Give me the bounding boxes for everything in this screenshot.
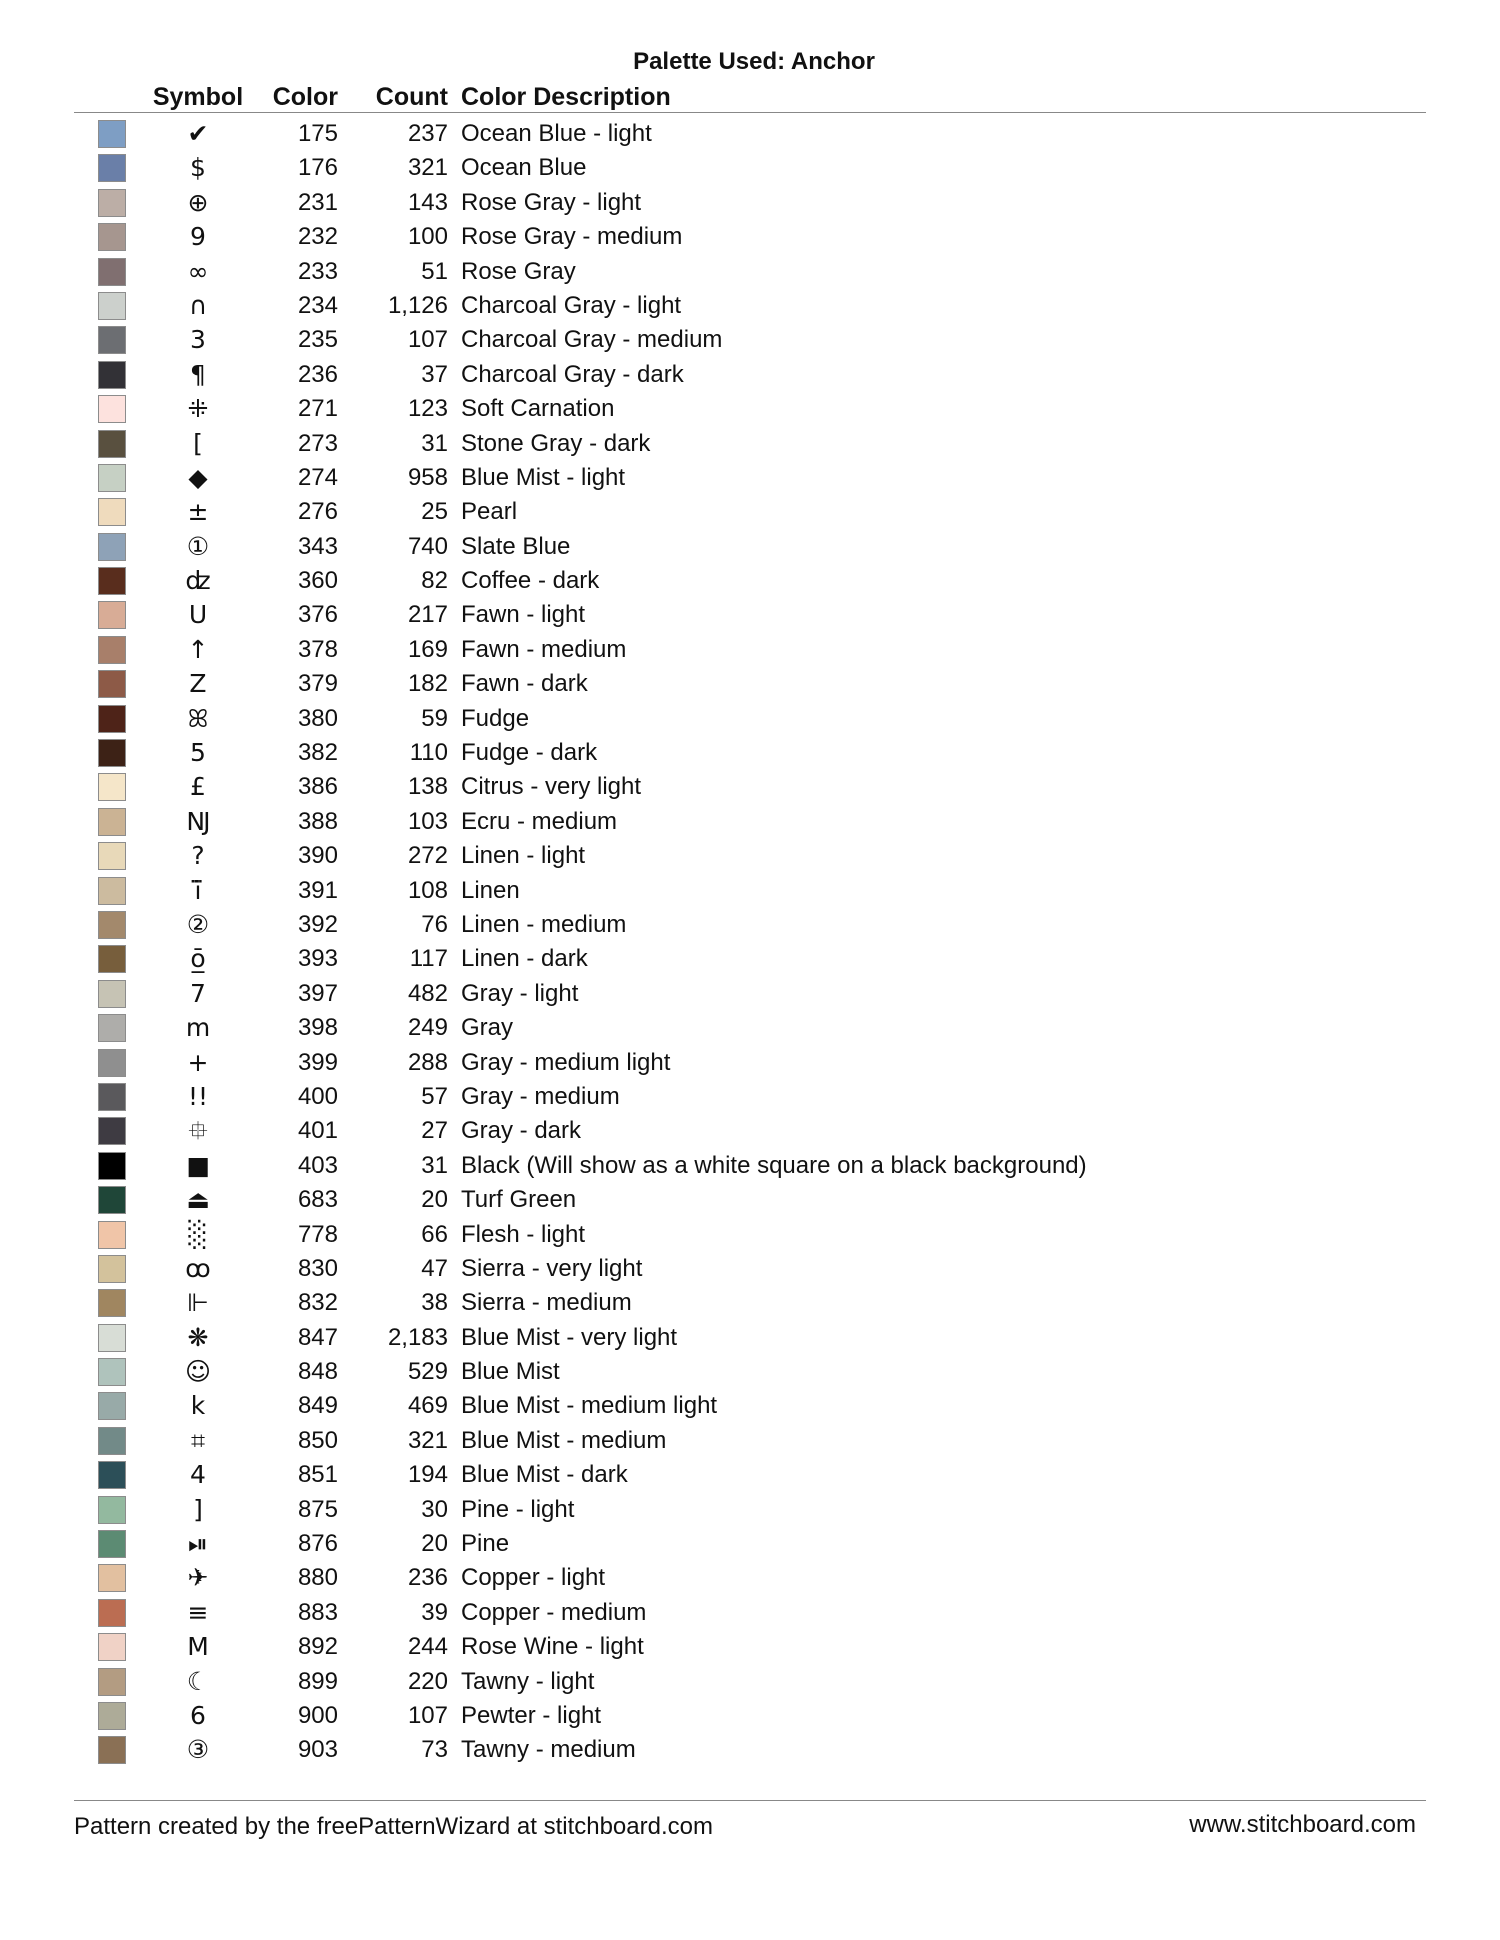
description-cell: Blue Mist - dark — [461, 1461, 628, 1489]
description-cell: Charcoal Gray - medium — [461, 326, 723, 354]
footer-divider — [74, 1800, 1426, 1801]
count-cell: 73 — [421, 1736, 448, 1764]
count-cell: 249 — [407, 1014, 448, 1042]
color-number-cell: 903 — [297, 1736, 338, 1764]
table-row — [0, 598, 1500, 632]
color-number-cell: 236 — [297, 360, 338, 388]
description-cell: Rose Gray - medium — [461, 223, 683, 251]
count-cell: 244 — [407, 1633, 448, 1661]
description-cell: Flesh - light — [461, 1220, 586, 1248]
symbol-cell: ⊩ — [187, 1288, 209, 1318]
description-cell: Coffee - dark — [461, 567, 600, 595]
description-cell: Rose Gray - light — [461, 188, 642, 216]
color-number-cell: 883 — [297, 1598, 338, 1626]
color-number-cell: 403 — [297, 1151, 338, 1179]
color-swatch — [98, 980, 126, 1008]
palette-table — [0, 117, 1500, 1768]
color-swatch — [98, 636, 126, 664]
count-cell: 194 — [407, 1461, 448, 1489]
description-cell: Ocean Blue — [461, 154, 587, 182]
count-cell: 66 — [421, 1220, 448, 1248]
symbol-cell: ✈ — [187, 1563, 209, 1593]
color-swatch — [98, 773, 126, 801]
table-row — [0, 1699, 1500, 1733]
symbol-cell: [ — [193, 428, 203, 458]
table-row — [0, 1114, 1500, 1148]
table-row — [0, 1561, 1500, 1595]
table-row — [0, 839, 1500, 873]
description-cell: Citrus - very light — [461, 773, 642, 801]
symbol-cell: ❋ — [187, 1322, 209, 1352]
count-cell: 38 — [421, 1289, 448, 1317]
symbol-cell: ʣ — [185, 566, 211, 596]
description-cell: Gray — [461, 1014, 514, 1042]
color-number-cell: 392 — [297, 910, 338, 938]
table-row — [0, 805, 1500, 839]
table-row — [0, 392, 1500, 426]
table-row — [0, 255, 1500, 289]
color-number-cell: 378 — [297, 635, 338, 663]
count-cell: 27 — [421, 1117, 448, 1145]
description-cell: Tawny - light — [461, 1667, 595, 1695]
color-number-cell: 343 — [297, 532, 338, 560]
description-cell: Pine - light — [461, 1495, 575, 1523]
symbol-cell: $ — [190, 153, 206, 183]
description-cell: Linen - light — [461, 842, 586, 870]
description-cell: Sierra - medium — [461, 1289, 632, 1317]
symbol-cell: 7 — [190, 978, 206, 1008]
symbol-cell: £ — [190, 772, 206, 802]
color-number-cell: 234 — [297, 291, 338, 319]
table-row — [0, 289, 1500, 323]
header-count: Count — [375, 83, 448, 111]
color-swatch — [98, 326, 126, 354]
color-number-cell: 399 — [297, 1048, 338, 1076]
table-row — [0, 117, 1500, 151]
color-swatch — [98, 877, 126, 905]
table-row — [0, 530, 1500, 564]
table-row — [0, 1527, 1500, 1561]
table-row — [0, 977, 1500, 1011]
table-row — [0, 874, 1500, 908]
table-row — [0, 495, 1500, 529]
color-swatch — [98, 1324, 126, 1352]
table-row — [0, 770, 1500, 804]
count-cell: 103 — [407, 807, 448, 835]
description-cell: Turf Green — [461, 1186, 577, 1214]
table-row — [0, 427, 1500, 461]
count-cell: 47 — [421, 1254, 448, 1282]
description-cell: Pewter - light — [461, 1701, 602, 1729]
description-cell: Stone Gray - dark — [461, 429, 651, 457]
description-cell: Pine — [461, 1530, 510, 1558]
description-cell: Copper - light — [461, 1564, 606, 1592]
color-number-cell: 271 — [297, 395, 338, 423]
table-row — [0, 1321, 1500, 1355]
description-cell: Blue Mist - medium — [461, 1426, 667, 1454]
table-row — [0, 1424, 1500, 1458]
table-row — [0, 1389, 1500, 1423]
color-number-cell: 849 — [297, 1392, 338, 1420]
header-symbol: Symbol — [152, 83, 244, 111]
count-cell: 117 — [409, 945, 448, 973]
color-number-cell: 388 — [297, 807, 338, 835]
symbol-cell: 4 — [190, 1460, 206, 1490]
symbol-cell: ⁜ — [187, 394, 209, 424]
table-row — [0, 461, 1500, 495]
count-cell: 217 — [407, 601, 448, 629]
description-cell: Gray - dark — [461, 1117, 582, 1145]
color-number-cell: 899 — [297, 1667, 338, 1695]
table-row — [0, 1286, 1500, 1320]
color-swatch — [98, 120, 126, 148]
description-cell: Soft Carnation — [461, 395, 615, 423]
header-description: Color Description — [461, 83, 671, 111]
count-cell: 51 — [421, 257, 448, 285]
color-swatch — [98, 292, 126, 320]
count-cell: 236 — [407, 1564, 448, 1592]
symbol-cell: ■ — [186, 1150, 210, 1180]
description-cell: Charcoal Gray - dark — [461, 360, 684, 388]
symbol-cell: ⏏ — [186, 1185, 210, 1215]
color-swatch — [98, 1049, 126, 1077]
color-swatch — [98, 1014, 126, 1042]
description-cell: Blue Mist - medium light — [461, 1392, 718, 1420]
description-cell: Linen - medium — [461, 910, 627, 938]
symbol-cell: ∞ — [187, 256, 209, 286]
color-swatch — [98, 1702, 126, 1730]
color-swatch — [98, 1358, 126, 1386]
table-row — [0, 1493, 1500, 1527]
symbol-cell: 9 — [190, 222, 206, 252]
count-cell: 39 — [421, 1598, 448, 1626]
color-number-cell: 232 — [297, 223, 338, 251]
page-title: Palette Used: Anchor — [633, 48, 875, 75]
count-cell: 169 — [407, 635, 448, 663]
count-cell: 107 — [407, 326, 448, 354]
symbol-cell: k — [190, 1391, 206, 1421]
table-row — [0, 667, 1500, 701]
table-row — [0, 702, 1500, 736]
symbol-cell: ± — [187, 497, 209, 527]
description-cell: Gray - medium — [461, 1082, 620, 1110]
count-cell: 740 — [407, 532, 448, 560]
color-number-cell: 778 — [297, 1220, 338, 1248]
count-cell: 110 — [409, 739, 448, 767]
color-number-cell: 376 — [297, 601, 338, 629]
color-swatch — [98, 223, 126, 251]
color-number-cell: 400 — [297, 1082, 338, 1110]
count-cell: 321 — [407, 154, 448, 182]
symbol-cell: ✔ — [187, 119, 209, 148]
color-swatch — [98, 1289, 126, 1317]
color-number-cell: 274 — [297, 463, 338, 491]
color-number-cell: 386 — [297, 773, 338, 801]
description-cell: Charcoal Gray - light — [461, 291, 682, 319]
color-swatch — [98, 1152, 126, 1180]
color-swatch — [98, 1599, 126, 1627]
symbol-cell: Z — [189, 669, 207, 699]
table-row — [0, 1046, 1500, 1080]
description-cell: Rose Wine - light — [461, 1633, 644, 1661]
table-row — [0, 1218, 1500, 1252]
table-row — [0, 1252, 1500, 1286]
color-swatch — [98, 945, 126, 973]
symbol-cell: ⌗ — [190, 1425, 206, 1455]
description-cell: Ocean Blue - light — [461, 120, 652, 147]
color-swatch — [98, 1564, 126, 1592]
description-cell: Blue Mist — [461, 1358, 560, 1386]
color-number-cell: 233 — [297, 257, 338, 285]
footer-website: www.stitchboard.com — [1189, 1811, 1416, 1838]
color-swatch — [98, 1461, 126, 1489]
color-swatch — [98, 430, 126, 458]
count-cell: 57 — [421, 1082, 448, 1110]
count-cell: 482 — [407, 979, 448, 1007]
description-cell: Fudge — [461, 704, 530, 732]
table-row — [0, 908, 1500, 942]
color-number-cell: 379 — [297, 670, 338, 698]
symbol-cell: !! — [187, 1081, 209, 1111]
table-row — [0, 1665, 1500, 1699]
color-number-cell: 360 — [297, 567, 338, 595]
color-number-cell: 401 — [297, 1117, 338, 1145]
color-number-cell: 851 — [297, 1461, 338, 1489]
symbol-cell: ◆ — [188, 462, 208, 492]
color-swatch — [98, 498, 126, 526]
color-number-cell: 273 — [297, 429, 338, 457]
count-cell: 100 — [407, 223, 448, 251]
count-cell: 108 — [407, 876, 448, 904]
count-cell: 321 — [407, 1426, 448, 1454]
color-number-cell: 393 — [297, 945, 338, 973]
color-number-cell: 830 — [297, 1254, 338, 1282]
symbol-cell: ░ — [188, 1219, 208, 1249]
color-number-cell: 892 — [297, 1633, 338, 1661]
color-number-cell: 683 — [297, 1186, 338, 1214]
count-cell: 2,183 — [387, 1323, 448, 1351]
header-color: Color — [272, 83, 338, 111]
table-row — [0, 633, 1500, 667]
count-cell: 469 — [407, 1392, 448, 1420]
color-swatch — [98, 1427, 126, 1455]
color-swatch — [98, 1117, 126, 1145]
color-swatch — [98, 670, 126, 698]
symbol-cell: + — [187, 1047, 209, 1077]
color-number-cell: 235 — [297, 326, 338, 354]
table-row — [0, 358, 1500, 392]
table-row — [0, 220, 1500, 254]
color-swatch — [98, 808, 126, 836]
color-number-cell: 397 — [297, 979, 338, 1007]
description-cell: Fudge - dark — [461, 739, 598, 767]
symbol-cell: ¶ — [190, 359, 206, 389]
count-cell: 37 — [421, 360, 448, 388]
count-cell: 20 — [421, 1186, 448, 1214]
count-cell: 958 — [407, 463, 448, 491]
description-cell: Linen — [461, 876, 520, 904]
color-number-cell: 875 — [297, 1495, 338, 1523]
color-swatch — [98, 464, 126, 492]
description-cell: Blue Mist - light — [461, 463, 626, 491]
color-swatch — [98, 258, 126, 286]
description-cell: Linen - dark — [461, 945, 588, 973]
description-cell: Ecru - medium — [461, 807, 618, 835]
color-number-cell: 848 — [297, 1358, 338, 1386]
color-number-cell: 175 — [297, 120, 338, 147]
count-cell: 31 — [421, 1151, 448, 1179]
count-cell: 182 — [407, 670, 448, 698]
color-swatch — [98, 1392, 126, 1420]
color-number-cell: 847 — [297, 1323, 338, 1351]
description-cell: Fawn - dark — [461, 670, 588, 698]
color-number-cell: 832 — [297, 1289, 338, 1317]
color-swatch — [98, 911, 126, 939]
symbol-cell: ③ — [186, 1735, 210, 1765]
color-swatch — [98, 1186, 126, 1214]
symbol-cell: ꚙ — [185, 1253, 211, 1283]
description-cell: Rose Gray — [461, 257, 576, 285]
symbol-cell: Ǌ — [186, 806, 210, 836]
color-number-cell: 382 — [297, 739, 338, 767]
count-cell: 31 — [421, 429, 448, 457]
count-cell: 288 — [407, 1048, 448, 1076]
color-number-cell: 398 — [297, 1014, 338, 1042]
color-swatch — [98, 361, 126, 389]
table-row — [0, 1596, 1500, 1630]
symbol-cell: ⊕ — [187, 187, 209, 217]
table-row — [0, 1149, 1500, 1183]
color-swatch — [98, 395, 126, 423]
color-swatch — [98, 1633, 126, 1661]
count-cell: 272 — [407, 842, 448, 870]
count-cell: 529 — [407, 1358, 448, 1386]
symbol-cell: ï̈ — [194, 875, 202, 905]
table-row — [0, 1458, 1500, 1492]
symbol-cell: 3 — [190, 325, 206, 355]
description-cell: Blue Mist - very light — [461, 1323, 678, 1351]
color-number-cell: 880 — [297, 1564, 338, 1592]
symbol-cell: 5 — [190, 738, 206, 768]
table-row — [0, 1733, 1500, 1767]
symbol-cell: 6 — [190, 1700, 206, 1730]
count-cell: 76 — [421, 910, 448, 938]
symbol-cell: ꕤ — [187, 703, 209, 733]
color-number-cell: 876 — [297, 1530, 338, 1558]
description-cell: Copper - medium — [461, 1598, 647, 1626]
count-cell: 107 — [407, 1701, 448, 1729]
table-row — [0, 1011, 1500, 1045]
color-number-cell: 176 — [297, 154, 338, 182]
count-cell: 143 — [407, 188, 448, 216]
symbol-cell: ? — [191, 841, 205, 871]
count-cell: 138 — [407, 773, 448, 801]
description-cell: Fawn - light — [461, 601, 586, 629]
count-cell: 237 — [407, 120, 448, 147]
color-swatch — [98, 1221, 126, 1249]
description-cell: Slate Blue — [461, 532, 571, 560]
table-row — [0, 1183, 1500, 1217]
symbol-cell: ⏯ — [187, 1529, 208, 1559]
symbol-cell: ☺ — [184, 1357, 212, 1387]
table-row — [0, 1355, 1500, 1389]
color-swatch — [98, 842, 126, 870]
count-cell: 1,126 — [387, 291, 448, 319]
color-swatch — [98, 739, 126, 767]
symbol-cell: ☾ — [186, 1666, 210, 1696]
symbol-cell: ∩ — [188, 290, 208, 320]
color-swatch — [98, 1083, 126, 1111]
table-row — [0, 1630, 1500, 1664]
color-number-cell: 391 — [297, 876, 338, 904]
symbol-cell: ② — [186, 909, 210, 939]
symbol-cell: U — [188, 600, 208, 630]
color-swatch — [98, 1255, 126, 1283]
color-number-cell: 390 — [297, 842, 338, 870]
color-swatch — [98, 189, 126, 217]
symbol-cell: ⯐ — [188, 1116, 208, 1146]
table-row — [0, 564, 1500, 598]
count-cell: 123 — [407, 395, 448, 423]
count-cell: 30 — [421, 1495, 448, 1523]
table-row — [0, 186, 1500, 220]
count-cell: 220 — [407, 1667, 448, 1695]
count-cell: 20 — [421, 1530, 448, 1558]
symbol-cell: ① — [186, 531, 210, 561]
symbol-cell: ō̲ — [190, 944, 206, 974]
count-cell: 25 — [421, 498, 448, 526]
table-row — [0, 1080, 1500, 1114]
color-number-cell: 231 — [297, 188, 338, 216]
color-number-cell: 900 — [297, 1701, 338, 1729]
description-cell: Pearl — [461, 498, 518, 526]
color-number-cell: 276 — [297, 498, 338, 526]
symbol-cell: M — [187, 1632, 209, 1662]
table-row — [0, 323, 1500, 357]
color-swatch — [98, 601, 126, 629]
symbol-cell: ≡ — [187, 1597, 209, 1627]
symbol-cell: m — [185, 1013, 211, 1043]
count-cell: 59 — [421, 704, 448, 732]
color-swatch — [98, 1496, 126, 1524]
color-swatch — [98, 154, 126, 182]
description-cell: Gray - medium light — [461, 1048, 671, 1076]
color-swatch — [98, 533, 126, 561]
table-row — [0, 942, 1500, 976]
color-number-cell: 380 — [297, 704, 338, 732]
count-cell: 82 — [421, 567, 448, 595]
description-cell: Fawn - medium — [461, 635, 627, 663]
description-cell: Black (Will show as a white square on a black background) — [461, 1151, 1087, 1179]
symbol-cell: ] — [193, 1494, 203, 1524]
color-swatch — [98, 567, 126, 595]
color-swatch — [98, 1530, 126, 1558]
header-divider — [74, 112, 1426, 113]
table-row — [0, 151, 1500, 185]
color-number-cell: 850 — [297, 1426, 338, 1454]
description-cell: Tawny - medium — [461, 1736, 636, 1764]
color-swatch — [98, 705, 126, 733]
footer-credit: Pattern created by the freePatternWizard at stitchboard.com — [74, 1813, 713, 1840]
description-cell: Sierra - very light — [461, 1254, 643, 1282]
symbol-cell: ↑ — [187, 634, 209, 664]
color-swatch — [98, 1668, 126, 1696]
color-swatch — [98, 1736, 126, 1764]
description-cell: Gray - light — [461, 979, 579, 1007]
table-row — [0, 736, 1500, 770]
